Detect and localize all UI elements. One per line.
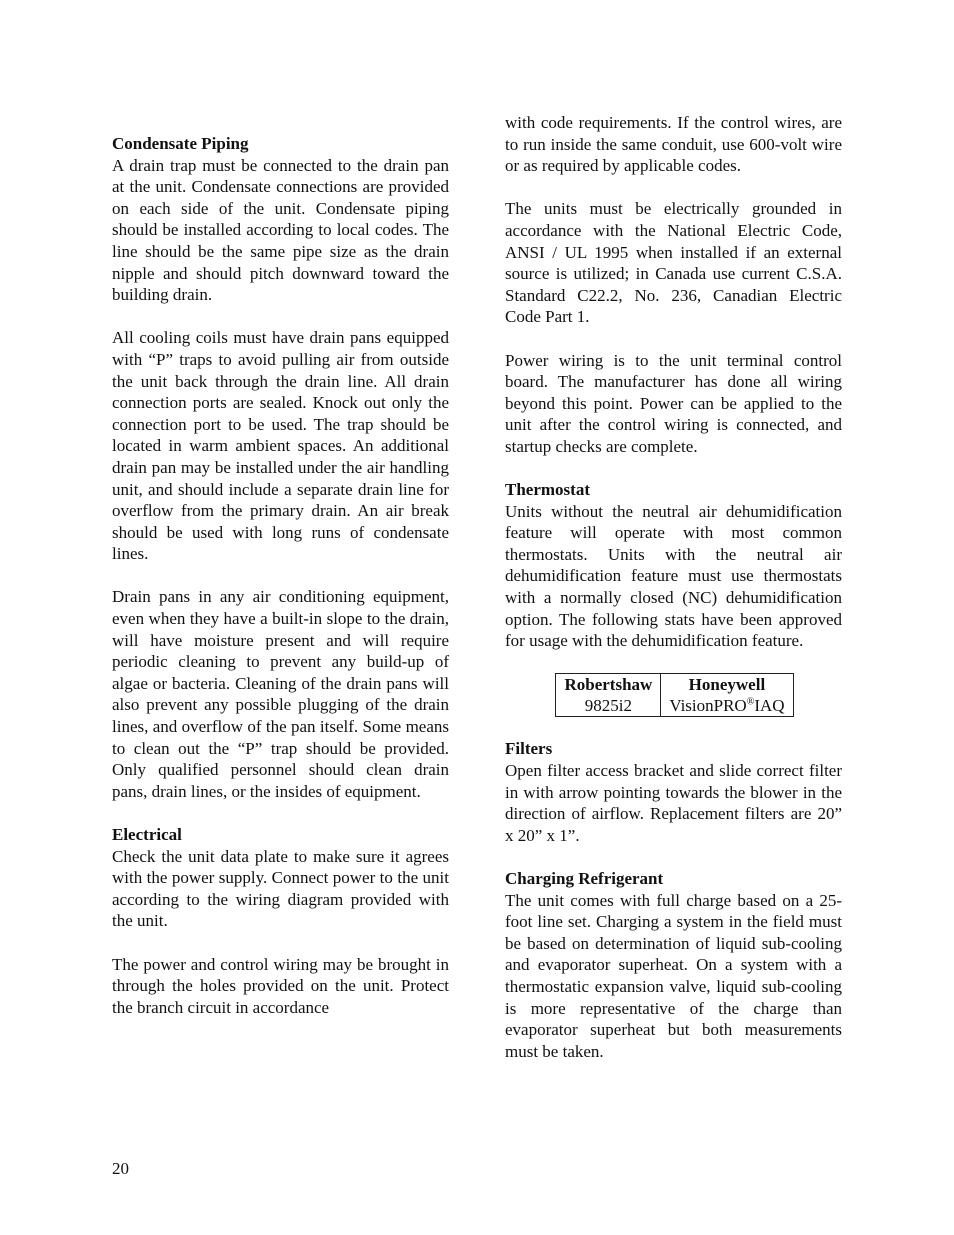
table-cell-robertshaw [556, 673, 661, 716]
power-wiring-paragraph: Power wiring is to the unit terminal control board. The manufacturer has done all wiring beyond this point. Power can be applied to the unit after the control wiring is connected, and startup checks are complete. [505, 350, 842, 456]
charging-refrigerant-paragraph: The unit comes with full charge based on a 25-foot line set. Charging a system in the field must be based on determination of liquid sub-cooling and evaporator superheat. On a system with a thermostatic expansion valve, liquid sub-cooling is more representative of the charge than evaporator superheat but both measurements must be taken. [505, 890, 842, 1061]
electrical-paragraph-2: The power and control wiring may be brought in through the holes provided on the unit. Protect the branch circuit in accordance [112, 954, 449, 1017]
thermostat-brand: Robertshaw [564, 674, 653, 694]
thermostat-heading: Thermostat [505, 480, 590, 500]
registered-mark: ® [746, 696, 755, 708]
condensate-piping-heading: Condensate Piping [112, 134, 249, 153]
model-suffix: IAQ [754, 695, 785, 715]
charging-refrigerant-heading: Charging Refrigerant [505, 869, 664, 888]
thermostat-paragraph: Units without the neutral air dehumidification feature will operate with most common thermostats. Units with the neutral air dehumidification feature must use thermostats with a normally closed (NC) dehumidification option. The following stats have been approved for usage with the dehumidification feature. [505, 501, 842, 651]
electrical-grounding-paragraph: The units must be electrically grounded in accordance with the National Electric Code, ANSI / UL 1995 when installed if an external source is utilized; in Canada use current C.S.A. Standard C22.2, No. 236, Canadian Electric Code Part 1. [505, 199, 842, 327]
filters-heading: Filters [505, 739, 553, 759]
condensate-paragraph-2: All cooling coils must have drain pans equipped with “P” traps to avoid pulling air from outside the unit back through the drain line. All drain connection ports are sealed. Knock out only the connection port to be used. The trap should be located in warm ambient spaces. An additional drain pan may be installed under the air handling unit, and should include a separate drain line for overflow from the primary drain. An air break should be used with long runs of condensate lines. [112, 328, 449, 564]
electrical-paragraph-1: Check the unit data plate to make sure it agrees with the power supply. Connect power to the unit according to the wiring diagram provided with the unit. [112, 846, 449, 931]
thermostat-model [669, 695, 784, 716]
approved-thermostats-table [555, 673, 793, 717]
right-column [505, 112, 842, 1062]
condensate-paragraph-1: A drain trap must be connected to the drain pan at the unit. Condensate connections are provided on each side of the unit. Condensate piping should be installed according to local codes. The line should be the same pipe size as the drain nipple and should pitch downward toward the building drain. [112, 155, 449, 305]
electrical-heading: Electrical [112, 825, 182, 844]
table-row [556, 673, 793, 716]
page-number: 20 [112, 1159, 129, 1178]
condensate-paragraph-3: Drain pans in any air conditioning equipment, even when they have a built-in slope to the drain, will have moisture present and will require periodic cleaning to prevent any build-up of algae or bacteria. Cleaning of the drain pans will also prevent any possible plugging of the drain lines, and overflow of the pan itself. Some means to clean out the “P” trap should be provided. Only qualified personnel should clean drain pans, drain lines, or the insides of equipment. [112, 587, 449, 801]
left-column [112, 133, 449, 1018]
thermostat-model: 9825i2 [584, 695, 632, 715]
model-prefix: VisionPRO [669, 695, 747, 715]
electrical-continued-paragraph-1: with code requirements. If the control wires, are to run inside the same conduit, use 600-volt wire or as required by applicable codes. [505, 113, 842, 176]
filters-paragraph: Open filter access bracket and slide correct filter in with arrow pointing towards the blower in the direction of airflow. Replacement filters are 20” x 20” x 1”. [505, 761, 842, 845]
table-cell-honeywell [661, 673, 793, 716]
thermostat-brand: Honeywell [688, 674, 766, 694]
